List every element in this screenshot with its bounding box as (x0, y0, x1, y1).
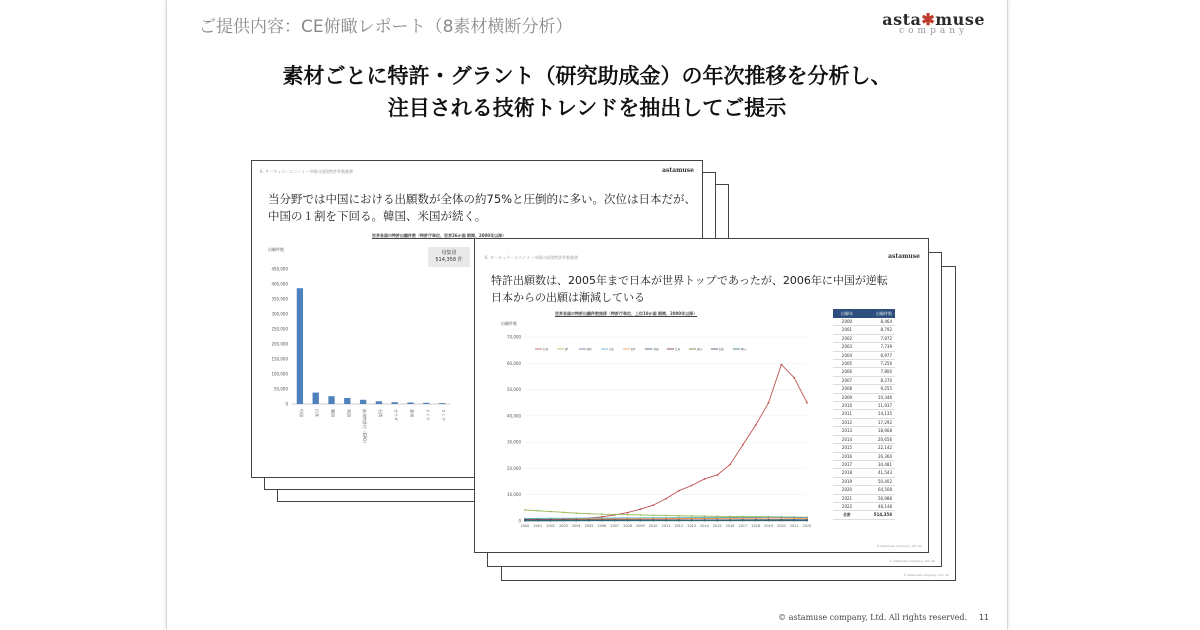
series-point-CN (652, 504, 654, 506)
report1-text-line-1: 当分野では中国における出願数が全体の約75%と圧倒的に多い。次位は日本だが、 (268, 192, 697, 206)
table-year-cell: 2016 (833, 452, 861, 460)
headline-line-2: 注目される技術トレンドを抽出してご提示 (387, 96, 787, 120)
series-point-RU (691, 519, 693, 521)
series-point-JP (550, 511, 552, 513)
table-count-cell: 7,256 (861, 360, 895, 368)
table-total-row (833, 511, 895, 519)
series-point-JP (627, 514, 629, 516)
series-point-RU (729, 519, 731, 521)
line-xtick-label: 2019 (764, 524, 773, 528)
bar-ytick-label: 400,000 (271, 281, 288, 287)
legend-label: TW (653, 347, 659, 352)
series-point-RU (588, 520, 590, 522)
report2-logo: astamuse (888, 253, 920, 260)
line-xtick-label: 2007 (610, 524, 620, 528)
table-count-cell: 20,656 (861, 435, 895, 443)
table-year-cell: 2001 (833, 326, 861, 334)
legend-label: RU (741, 347, 746, 352)
series-point-JP (665, 515, 667, 517)
table-year-cell: 2006 (833, 368, 861, 376)
series-point-CN (742, 444, 744, 446)
table-count-cell: 64,508 (861, 486, 895, 494)
report2-chart-title: 世界各国の特許出願件数推移（特許庁単位、上位10か国 期間、2000年以降） (555, 311, 698, 316)
table-header-row (833, 309, 895, 318)
logo-right: muse (935, 10, 985, 29)
report2-back-footer-1: © astamuse company, Ltd. All (889, 559, 935, 563)
table-total-value: 514,358 (861, 511, 895, 519)
series-point-EP (780, 517, 782, 519)
report2-ylabel: 出願件数 (501, 321, 517, 326)
table-count-cell: 18,668 (861, 427, 895, 435)
series-point-JP (524, 509, 526, 511)
line-ytick-label: 50,000 (507, 387, 521, 393)
series-point-JP (678, 515, 680, 517)
report2-line-chart (475, 239, 830, 552)
line-xtick-label: 2012 (674, 524, 684, 528)
series-point-RU (755, 519, 757, 521)
line-xtick-label: 2018 (751, 524, 761, 528)
bar (360, 400, 366, 404)
series-point-RU (614, 520, 616, 522)
series-point-JP (639, 514, 641, 516)
legend-label: CA (675, 347, 680, 352)
table-row (833, 460, 895, 468)
line-ytick-label: 30,000 (507, 439, 521, 445)
table-row (833, 326, 895, 334)
line-ytick-label: 60,000 (507, 360, 521, 366)
bar-category-label: ドイツ (425, 409, 431, 421)
series-point-RU (716, 519, 718, 521)
report2-sheet (474, 238, 929, 553)
report2-footer: © astamuse company, Ltd. All (876, 544, 922, 548)
table-year-cell: 2012 (833, 418, 861, 426)
series-point-JP (691, 515, 693, 517)
line-xtick-label: 2006 (597, 524, 607, 528)
table-count-cell: 17,292 (861, 418, 895, 426)
table-row (833, 418, 895, 426)
line-ytick-label: 0 (518, 518, 521, 524)
series-point-CN (780, 364, 782, 366)
line-ytick-label: 40,000 (507, 413, 521, 419)
series-point-CN (691, 485, 693, 487)
table-count-cell: 50,402 (861, 477, 895, 485)
series-point-CN (627, 512, 629, 514)
series-point-RU (601, 520, 603, 522)
table-row (833, 393, 895, 401)
series-point-RU (704, 519, 706, 521)
series-point-CN (768, 402, 770, 404)
bar-category-label: 韓国 (330, 409, 336, 417)
table-row (833, 368, 895, 376)
line-xtick-label: 2017 (738, 524, 748, 528)
line-xtick-label: 2021 (789, 524, 799, 528)
line-xtick-label: 2008 (623, 524, 632, 528)
table-header-count: 出願件数 (861, 309, 895, 318)
bar-ytick-label: 50,000 (274, 386, 288, 392)
table-count-cell: 48,148 (861, 502, 895, 510)
series-point-RU (627, 520, 629, 522)
line-xtick-label: 2000 (520, 524, 530, 528)
table-count-cell: 10,346 (861, 393, 895, 401)
report1-box-value: 514,358 件 (435, 257, 463, 263)
series-point-RU (639, 520, 641, 522)
series-point-RU (793, 519, 795, 521)
table-year-cell: 2020 (833, 486, 861, 494)
table-count-cell: 14,135 (861, 410, 895, 418)
series-point-CN (729, 464, 731, 466)
table-row (833, 494, 895, 502)
table-year-cell: 2010 (833, 402, 861, 410)
table-year-cell: 2022 (833, 502, 861, 510)
series-point-RU (665, 520, 667, 522)
line-xtick-label: 2016 (725, 524, 735, 528)
series-point-EP (742, 517, 744, 519)
line-ytick-label: 70,000 (507, 334, 521, 340)
series-point-CN (639, 508, 641, 510)
series-point-RU (806, 519, 808, 521)
table-count-cell: 8,270 (861, 376, 895, 384)
slide (166, 0, 1008, 630)
table-row (833, 435, 895, 443)
table-row (833, 351, 895, 359)
table-count-cell: 6,977 (861, 351, 895, 359)
table-total-label: 合計 (833, 511, 861, 519)
series-point-CN (665, 498, 667, 500)
table-row (833, 477, 895, 485)
series-point-JP (652, 514, 654, 516)
table-year-cell: 2015 (833, 444, 861, 452)
line-xtick-label: 2003 (559, 524, 568, 528)
bar-category-label: 豪州 (409, 409, 415, 417)
series-point-CN (793, 377, 795, 379)
legend-label: AU (697, 347, 702, 352)
line-xtick-label: 2011 (661, 524, 671, 528)
legend-label: CN (543, 347, 549, 352)
bar-category-label: 米国 (346, 409, 352, 417)
table-count-cell: 34,481 (861, 460, 895, 468)
company-logo (882, 10, 985, 36)
report1-header: 6. サーキュラーエコノミー市場の国別特許件数推移 (260, 169, 354, 174)
bar (423, 403, 429, 404)
table-row (833, 452, 895, 460)
bar-ytick-label: 300,000 (271, 311, 288, 317)
table-count-cell: 7,800 (861, 368, 895, 376)
table-row (833, 360, 895, 368)
series-point-CN (704, 478, 706, 480)
table-count-cell: 26,360 (861, 452, 895, 460)
line-xtick-label: 2009 (636, 524, 645, 528)
report1-chart-title: 世界各国の特許出願件数（特許庁単位、世界26か国 期間、2000年以降） (372, 233, 507, 238)
table-count-cell: 7,739 (861, 343, 895, 351)
table-count-cell: 11,937 (861, 402, 895, 410)
series-line-CN (525, 365, 807, 521)
series-point-CN (716, 474, 718, 476)
table-year-cell: 2013 (833, 427, 861, 435)
bar (392, 402, 398, 404)
series-point-CN (755, 424, 757, 426)
line-xtick-label: 2005 (584, 524, 594, 528)
line-xtick-label: 2001 (533, 524, 543, 528)
line-xtick-label: 2020 (777, 524, 786, 528)
series-point-RU (678, 520, 680, 522)
series-point-JP (601, 513, 603, 515)
bar-category-label: 欧州特許庁（EPO） (362, 409, 368, 446)
table-count-cell: 22,142 (861, 444, 895, 452)
table-year-cell: 2009 (833, 393, 861, 401)
line-xtick-label: 2013 (687, 524, 696, 528)
table-year-cell: 2003 (833, 343, 861, 351)
series-point-EP (716, 517, 718, 519)
bar (407, 403, 413, 405)
bar-ytick-label: 350,000 (271, 296, 288, 302)
slide-title: ご提供内容：CE俯瞰レポート（8素材横断分析） (199, 17, 573, 37)
logo-star-icon: ✱ (921, 10, 936, 29)
bar (344, 398, 350, 404)
table-year-cell: 2005 (833, 360, 861, 368)
table-year-cell: 2017 (833, 460, 861, 468)
series-point-JP (614, 514, 616, 516)
table-row (833, 318, 895, 326)
bar-category-label: 台湾 (377, 409, 383, 417)
series-point-RU (768, 519, 770, 521)
table-row (833, 469, 895, 477)
report2-back-footer-2: © astamuse company, Ltd. All (903, 573, 949, 577)
table-year-cell: 2008 (833, 385, 861, 393)
series-point-JP (563, 511, 565, 513)
series-point-RU (563, 520, 565, 522)
report1-text-line-2: 中国の１割を下回る。韓国、米国が続く。 (268, 209, 487, 223)
line-xtick-label: 2010 (648, 524, 658, 528)
series-point-RU (742, 519, 744, 521)
table-row (833, 502, 895, 510)
table-year-cell: 2011 (833, 410, 861, 418)
report2-header: 6. サーキュラーエコノミー市場の国別特許件数推移 (485, 255, 579, 260)
report1-logo: astamuse (662, 167, 694, 174)
series-point-JP (575, 512, 577, 514)
legend-label: JP (565, 347, 569, 352)
line-xtick-label: 2004 (571, 524, 581, 528)
table-count-cell: 7,872 (861, 334, 895, 342)
bar (439, 403, 445, 404)
bar-ytick-label: 100,000 (271, 371, 288, 377)
table-row (833, 343, 895, 351)
table-year-cell: 2018 (833, 469, 861, 477)
table-year-cell: 2021 (833, 494, 861, 502)
line-ytick-label: 10,000 (507, 492, 521, 498)
page-number: 11 (978, 613, 989, 622)
series-point-RU (780, 519, 782, 521)
series-point-EP (768, 517, 770, 519)
table-header-year: 出願年 (833, 309, 861, 318)
table-count-cell: 56,988 (861, 494, 895, 502)
headline-line-1: 素材ごとに特許・グラント（研究助成金）の年次推移を分析し、 (282, 64, 892, 88)
bar-category-label: カナダ (393, 409, 399, 421)
series-point-EP (691, 518, 693, 520)
table-year-cell: 2004 (833, 351, 861, 359)
logo-left: asta (882, 10, 922, 29)
bar-ytick-label: 250,000 (271, 326, 288, 332)
series-point-RU (537, 520, 539, 522)
report2-text-line-1: 特許出願数は、2005年まで日本が世界トップであったが、2006年に中国が逆転 (491, 274, 888, 287)
table-row (833, 385, 895, 393)
table-row (833, 402, 895, 410)
series-point-RU (652, 520, 654, 522)
bar (328, 396, 334, 404)
bar-ytick-label: 450,000 (271, 266, 288, 272)
bar (376, 401, 382, 404)
bar-ytick-label: 200,000 (271, 341, 288, 347)
report2-data-table (833, 309, 895, 520)
table-row (833, 427, 895, 435)
bar-ytick-label: 150,000 (271, 356, 288, 362)
table-row (833, 486, 895, 494)
series-point-JP (588, 513, 590, 515)
table-year-cell: 2019 (833, 477, 861, 485)
logo-subtitle: company (899, 26, 969, 36)
line-xtick-label: 2014 (700, 524, 709, 528)
table-row (833, 334, 895, 342)
table-count-cell: 41,543 (861, 469, 895, 477)
legend-label: US (609, 347, 614, 352)
bar-category-label: 中国 (298, 409, 304, 417)
table-year-cell: 2002 (833, 334, 861, 342)
bar-ytick-label: 0 (285, 401, 288, 407)
line-xtick-label: 2022 (802, 524, 812, 528)
report1-ylabel: 出願件数 (268, 247, 284, 252)
table-count-cell: 9,255 (861, 385, 895, 393)
table-year-cell: 2000 (833, 318, 861, 326)
table-row (833, 410, 895, 418)
bar-category-label: 日本 (314, 409, 320, 417)
table-year-cell: 2014 (833, 435, 861, 443)
bar-category-label: ロシア (441, 409, 447, 421)
line-ytick-label: 20,000 (507, 465, 521, 471)
report1-box-label: 母集団 (441, 250, 457, 256)
line-xtick-label: 2015 (712, 524, 722, 528)
line-xtick-label: 2002 (546, 524, 555, 528)
legend-label: EP (631, 347, 636, 352)
series-point-RU (550, 520, 552, 522)
table-year-cell: 2007 (833, 376, 861, 384)
legend-label: DE (719, 347, 724, 352)
series-point-RU (524, 520, 526, 522)
legend-label: KR (587, 347, 592, 352)
bar (297, 288, 303, 404)
table-count-cell: 8,464 (861, 318, 895, 326)
table-count-cell: 8,792 (861, 326, 895, 334)
report2-text-line-2: 日本からの出願は漸減している (491, 291, 645, 304)
series-point-JP (537, 510, 539, 512)
table-row (833, 376, 895, 384)
table-row (833, 444, 895, 452)
bar (313, 393, 319, 404)
series-point-RU (575, 520, 577, 522)
series-point-EP (755, 517, 757, 519)
copyright: © astamuse company, Ltd. All rights reserved. (778, 613, 967, 622)
series-point-CN (806, 402, 808, 404)
series-point-CN (678, 490, 680, 492)
